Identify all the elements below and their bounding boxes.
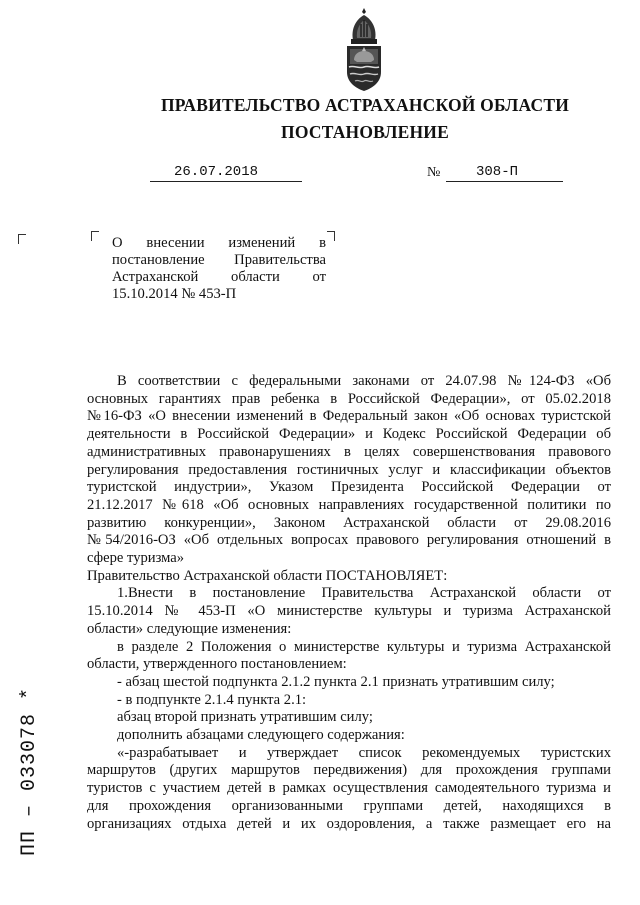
document-body [87,373,611,833]
body-line: в разделе 2 Положения о министерстве культуры и туризма Астраханской [117,638,611,655]
body-line: №16-ФЗ «О внесении изменений в Федеральный закон «Об основах туристской [87,408,611,425]
number-sign: № [427,165,441,180]
body-line: области, утвержденного постановлением: [87,656,347,673]
document-type: ПОСТАНОВЛЕНИЕ [281,122,449,142]
body-line: 1.Внести в постановление Правительства Астраханской области от [117,585,611,602]
body-line: туристов с участием детей в рамках осуществления самодеятельного туризма и [87,780,611,797]
document-subject [112,235,326,303]
document-date: 26.07.2018 [174,164,259,180]
subject-line: 15.10.2014 № 453-П [112,286,237,302]
body-line: развитию конкуренции», Законом Астраханской области от 29.08.2016 [87,514,611,531]
document-number: 308-П [476,164,519,180]
body-line: дополнить абзацами следующего содержания: [117,727,405,744]
body-line: основных гарантиях прав ребенка в Российской Федерации», от 05.02.2018 [87,390,611,407]
body-line: Правительство Астраханской области ПОСТАНОВЛЯЕТ: [87,567,448,584]
subject-corner-left [91,231,99,241]
body-line: «-разрабатывает и утверждает список рекомендуемых туристских [117,744,611,761]
subject-line: Астраханской области от [112,269,326,285]
subject-corner-right [327,231,335,241]
body-line: абзац второй признать утратившим силу; [117,709,373,726]
body-line: для прохождения организованными группами детей, находящихся в [87,797,611,814]
body-line: №54/2016-ОЗ «Об отдельных вопросах правового регулирования отношений в [87,532,611,549]
organization-title: ПРАВИТЕЛЬСТВО АСТРАХАНСКОЙ ОБЛАСТИ [160,95,570,115]
body-line: административных правонарушениях в целях совершенствования правового [87,443,611,460]
margin-corner-mark [18,234,26,244]
body-line: 15.10.2014 № 453-П «О министерстве культуры и туризма Астраханской [87,603,611,620]
body-line: маршрутов (других маршрутов передвижения) для прохождения группами [87,762,611,779]
body-line: В соответствии с федеральными законами от 24.07.98 №124-ФЗ «Об [117,373,611,389]
body-line: туристской индустрии», Указом Президента Российской Федерации от [87,479,611,496]
subject-line: О внесении изменений в [112,235,326,251]
body-line: деятельности в Российской Федерации» и Кодекс Российской Федерации об [87,426,611,443]
body-line: - абзац шестой подпункта 2.1.2 пункта 2.1 признать утратившим силу; [117,673,555,690]
body-line: регулирования предоставления гостиничных услуг и классификации объектов [87,461,611,478]
body-line: - в подпункте 2.1.4 пункта 2.1: [117,691,307,708]
body-line: области» следующие изменения: [87,620,292,637]
body-line: организациях отдыха детей и их оздоровления, а также размещает его на [87,815,611,832]
body-line: 21.12.2017 №618 «Об основных направлениях государственной политики по [87,496,611,513]
body-line: сфере туризма» [87,550,185,567]
serial-stamp: ПП – 033078 * [18,686,41,856]
coat-of-arms-icon [341,6,387,92]
subject-line: постановление Правительства [112,252,326,268]
